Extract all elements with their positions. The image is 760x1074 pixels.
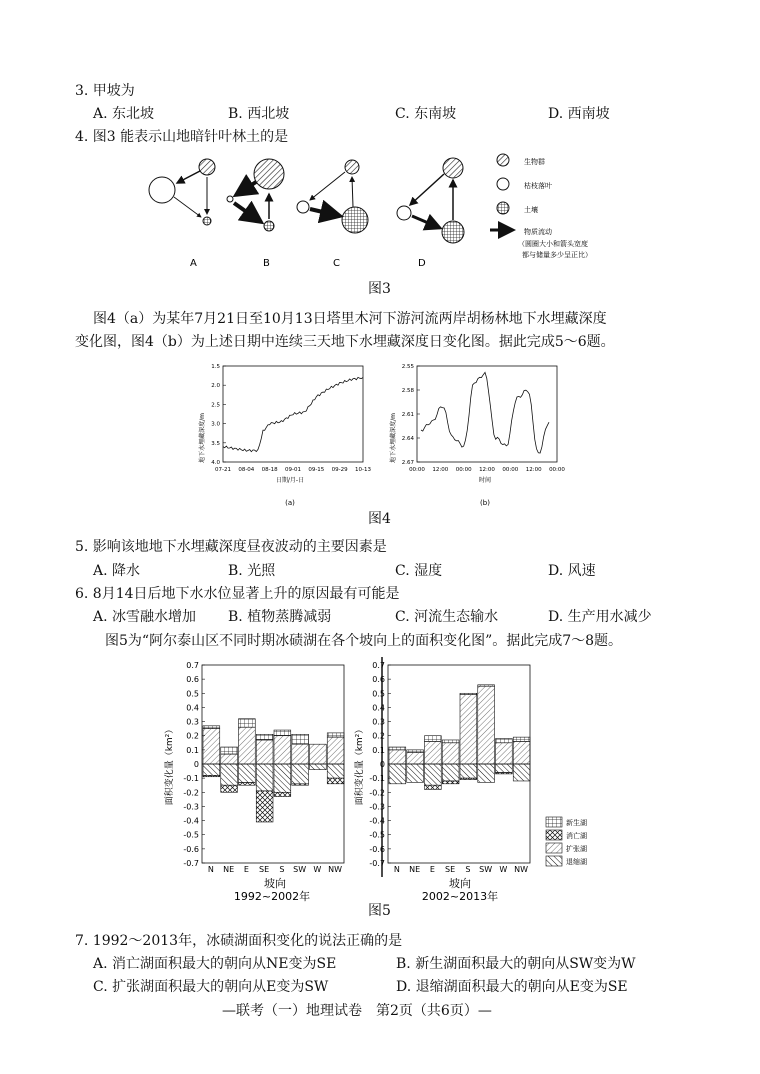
y-tick-label: 3.0: [211, 421, 220, 428]
bar-segment: [239, 727, 256, 764]
y-tick-label: 0.5: [372, 689, 385, 699]
bar-segment: [256, 740, 273, 764]
y-tick-label: 3.5: [211, 440, 220, 447]
bar-segment: [496, 764, 513, 772]
x-tick-label: 00:00: [502, 467, 519, 473]
q3-option-d[interactable]: D. 西南坡: [548, 106, 610, 122]
bar-segment: [221, 754, 238, 764]
fig4a-plot-frame: [223, 366, 363, 462]
bar-segment: [327, 778, 344, 784]
fig5-right-ylabel: 面积变化量（km²）: [355, 724, 365, 806]
q6-option-a[interactable]: A. 冰雪融水增加: [93, 609, 197, 625]
legend-litter: 枯枝落叶: [524, 182, 552, 190]
q7-option-a[interactable]: A. 消亡湖面积最大的朝向从NE变为SE: [93, 956, 337, 972]
fig3-label-b: B: [263, 258, 270, 269]
figure-3: [0, 150, 760, 300]
fig5-legend-shrink: 退缩湖: [566, 858, 587, 866]
bar-segment: [203, 775, 220, 776]
fig4b-xlabel: 时间: [478, 477, 492, 484]
fig5-right-period: 2002~2013年: [421, 890, 499, 903]
bar-segment: [221, 764, 238, 785]
y-tick-label: -0.2: [183, 788, 199, 798]
y-tick-label: 2.55: [401, 364, 414, 370]
fig5-caption: 图5: [368, 903, 391, 919]
y-tick-label: -0.5: [183, 830, 199, 840]
y-tick-label: 0.6: [186, 675, 199, 685]
bar-segment: [389, 747, 406, 750]
y-tick-label: 2.67: [401, 460, 414, 466]
y-tick-label: 0.2: [186, 731, 199, 741]
bar-segment: [460, 764, 477, 778]
fig3-panel-d: [397, 158, 464, 243]
y-tick-label: 0.1: [372, 745, 385, 755]
y-tick-label: -0.1: [369, 774, 385, 784]
x-tick-label: N: [393, 865, 400, 874]
fig5-left-xlabel: 坡向: [264, 877, 286, 890]
bar-segment: [478, 686, 495, 764]
y-tick-label: 0.2: [372, 731, 385, 741]
fig5-left-period: 1992~2002年: [233, 890, 311, 903]
x-tick-label: S: [279, 865, 285, 874]
x-tick-label: 00:00: [549, 467, 565, 473]
legend-note-1: （圆圈大小和箭头宽度: [518, 240, 588, 248]
bar-segment: [442, 743, 459, 764]
q6-option-b[interactable]: B. 植物蒸腾减弱: [228, 609, 332, 625]
q7-stem: 7. 1992～2013年，冰碛湖面积变化的说法正确的是: [75, 933, 403, 949]
q5-option-a[interactable]: A. 降水: [93, 563, 141, 579]
fig5-legend-new: 新生湖: [566, 819, 587, 827]
bar-segment: [239, 782, 256, 785]
x-tick-label: NE: [409, 865, 421, 874]
x-tick-label: 12:00: [432, 467, 449, 473]
y-tick-label: 0: [379, 760, 385, 769]
y-tick-label: 0.4: [372, 703, 385, 713]
bar-segment: [442, 740, 459, 743]
x-tick-label: 09-29: [331, 467, 348, 473]
fig5-legend: [546, 817, 587, 866]
bar-segment: [513, 741, 530, 764]
q5-option-b[interactable]: B. 光照: [228, 563, 276, 579]
intro-q5-6-line1: 图4（a）为某年7月21日至10月13日塔里木河下游河流两岸胡杨林地下水埋藏深度: [93, 311, 607, 327]
y-tick-label: 0.7: [186, 661, 199, 670]
q3-option-a[interactable]: A. 东北坡: [93, 106, 155, 122]
y-tick-label: -0.7: [183, 859, 199, 868]
legend-soil: 土壤: [524, 206, 538, 214]
fig4a-ylabel: 地下水埋藏深度/m: [199, 413, 206, 463]
y-tick-label: 0.4: [186, 703, 199, 713]
y-tick-label: 0.3: [186, 717, 199, 727]
fig5-legend-gone: 消亡湖: [566, 832, 587, 840]
page-footer: —联考（一）地理试卷 第2页（共6页）—: [222, 1003, 492, 1019]
bar-segment: [310, 764, 327, 770]
bar-segment: [256, 734, 273, 740]
intro-q5-6-line2: 变化图，图4（b）为上述日期中连续三天地下水埋藏深度日变化图。据此完成5～6题。: [75, 334, 615, 350]
fig4a-series-line: [223, 377, 363, 451]
bar-segment: [256, 791, 273, 822]
bar-segment: [460, 693, 477, 694]
q5-option-d[interactable]: D. 风速: [548, 563, 596, 579]
x-tick-label: 09-15: [308, 467, 325, 473]
bar-segment: [292, 744, 309, 764]
fig3-label-a: A: [190, 258, 197, 269]
bar-segment: [221, 785, 238, 792]
y-tick-label: 2.5: [211, 402, 220, 409]
y-tick-label: -0.7: [369, 859, 385, 868]
x-tick-label: SW: [479, 865, 493, 874]
bar-segment: [239, 764, 256, 782]
q6-stem: 6. 8月14日后地下水水位显著上升的原因最有可能是: [75, 586, 400, 602]
bar-segment: [425, 785, 442, 789]
bar-segment: [478, 685, 495, 686]
x-tick-label: N: [207, 865, 214, 874]
y-tick-label: -0.6: [183, 844, 199, 854]
y-tick-label: 0.3: [372, 717, 385, 727]
y-tick-label: -0.4: [183, 816, 199, 826]
x-tick-label: W: [499, 865, 508, 874]
y-tick-label: 0.1: [186, 745, 199, 755]
y-tick-label: 4.0: [211, 460, 220, 466]
y-tick-label: 0.7: [372, 661, 385, 670]
y-tick-label: 2.58: [401, 388, 414, 394]
x-tick-label: E: [429, 865, 435, 874]
y-tick-label: -0.1: [183, 774, 199, 784]
fig4-caption: 图4: [368, 511, 391, 527]
figure-4b: [385, 358, 565, 518]
fig3-panel-a: [149, 159, 215, 225]
x-tick-label: 09-01: [285, 467, 301, 473]
q5-option-c[interactable]: C. 湿度: [395, 563, 443, 579]
fig3-label-c: C: [333, 258, 340, 269]
y-tick-label: -0.3: [369, 802, 385, 812]
bar-segment: [460, 695, 477, 764]
bar-segment: [513, 737, 530, 741]
y-tick-label: 0.5: [186, 689, 199, 699]
q3-option-b[interactable]: B. 西北坡: [228, 106, 290, 122]
x-tick-label: W: [313, 865, 322, 874]
y-tick-label: 2.0: [211, 383, 220, 390]
bar-segment: [442, 764, 459, 781]
x-tick-label: 12:00: [479, 467, 495, 473]
x-tick-label: NW: [328, 865, 343, 874]
legend-note-2: 都与储量多少呈正比）: [522, 251, 592, 259]
y-tick-label: -0.3: [183, 802, 199, 812]
bar-segment: [389, 764, 406, 784]
bar-segment: [327, 733, 344, 737]
figure-5: [160, 655, 760, 905]
bar-segment: [274, 792, 291, 796]
bar-segment: [292, 764, 309, 784]
bar-segment: [292, 734, 309, 744]
x-tick-label: 08-18: [261, 467, 278, 473]
q3-option-c[interactable]: C. 东南坡: [395, 106, 457, 122]
q5-stem: 5. 影响该地地下水埋藏深度昼夜波动的主要因素是: [75, 539, 387, 555]
bar-segment: [256, 764, 273, 791]
bar-segment: [203, 726, 220, 729]
x-tick-label: 00:00: [409, 467, 425, 473]
bar-segment: [496, 739, 513, 743]
bar-segment: [460, 778, 477, 779]
bar-segment: [496, 743, 513, 764]
legend-biota: 生物群: [524, 158, 545, 166]
fig3-caption: 图3: [368, 281, 391, 297]
x-tick-label: E: [243, 865, 249, 874]
x-tick-label: NW: [514, 865, 529, 874]
y-tick-label: 2.61: [401, 412, 414, 418]
x-tick-label: 12:00: [525, 467, 542, 473]
bar-segment: [407, 764, 424, 782]
figure-4a: [190, 358, 370, 518]
y-tick-label: -0.6: [369, 844, 385, 854]
bar-segment: [425, 741, 442, 764]
y-tick-label: 0: [193, 760, 199, 769]
bar-segment: [274, 730, 291, 736]
x-tick-label: S: [465, 865, 471, 874]
bar-segment: [407, 750, 424, 753]
q7-option-b[interactable]: B. 新生湖面积最大的朝向从SW变为W: [396, 956, 636, 972]
intro-q7-8: 图5为“阿尔泰山区不同时期冰碛湖在各个坡向上的面积变化图”。据此完成7～8题。: [105, 633, 623, 649]
bar-segment: [274, 764, 291, 792]
fig4b-tag: (b): [480, 499, 490, 507]
fig3-panel-b: [227, 159, 284, 231]
bar-segment: [442, 781, 459, 784]
bar-segment: [496, 772, 513, 773]
x-tick-label: 10-13: [355, 467, 371, 473]
bar-segment: [327, 764, 344, 778]
bar-segment: [203, 764, 220, 775]
x-tick-label: SW: [293, 865, 307, 874]
fig5-legend-expand: 扩张湖: [566, 845, 587, 853]
x-tick-label: 08-04: [238, 467, 255, 473]
bar-segment: [478, 764, 495, 782]
bar-segment: [310, 744, 327, 764]
fig5-right-xlabel: 坡向: [449, 877, 471, 890]
x-tick-label: 00:00: [455, 467, 472, 473]
bar-segment: [239, 719, 256, 727]
fig4b-series-line: [421, 372, 549, 453]
fig4a-tag: (a): [285, 499, 295, 507]
q3-stem: 3. 甲坡为: [75, 83, 135, 99]
fig3-panel-c: [297, 160, 368, 233]
bar-segment: [513, 764, 530, 781]
q4-stem: 4. 图3 能表示山地暗针叶林土的是: [75, 129, 289, 145]
x-tick-label: NE: [223, 865, 235, 874]
q7-option-d[interactable]: D. 退缩湖面积最大的朝向从E变为SE: [396, 979, 628, 995]
fig4b-ylabel: 地下水埋藏深度/m: [390, 413, 397, 463]
bar-segment: [407, 753, 424, 764]
fig4a-xlabel: 日期/月-日: [275, 477, 305, 484]
fig3-legend: [490, 154, 592, 259]
bar-segment: [203, 729, 220, 764]
fig3-label-d: D: [418, 258, 426, 269]
y-tick-label: 1.5: [211, 364, 220, 370]
legend-flow: 物质流动: [524, 228, 552, 236]
q7-option-c[interactable]: C. 扩张湖面积最大的朝向从E变为SW: [93, 979, 329, 995]
bar-segment: [274, 736, 291, 764]
bar-segment: [389, 750, 406, 764]
x-tick-label: SE: [259, 865, 270, 874]
x-tick-label: 07-21: [215, 467, 231, 473]
y-tick-label: 0.6: [372, 675, 385, 685]
q6-option-c[interactable]: C. 河流生态输水: [395, 609, 499, 625]
y-tick-label: 2.64: [401, 436, 414, 442]
fig5-left-ylabel: 面积变化量（km²）: [165, 724, 175, 806]
bar-segment: [425, 764, 442, 785]
bar-segment: [425, 736, 442, 742]
x-tick-label: SE: [445, 865, 456, 874]
q6-option-d[interactable]: D. 生产用水减少: [548, 609, 652, 625]
bar-segment: [221, 747, 238, 754]
bar-segment: [292, 784, 309, 785]
y-tick-label: -0.5: [369, 830, 385, 840]
bar-segment: [327, 737, 344, 764]
y-tick-label: -0.4: [369, 816, 385, 826]
y-tick-label: -0.2: [369, 788, 385, 798]
